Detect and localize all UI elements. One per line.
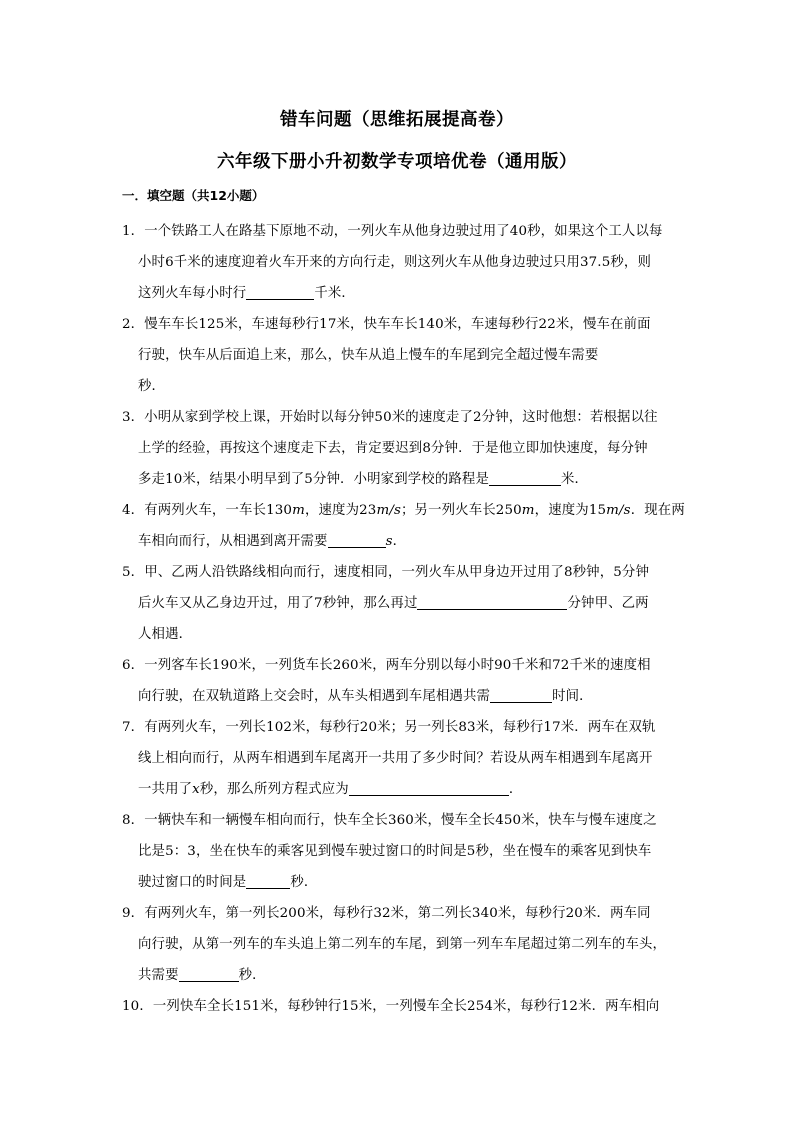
question-6-line-1: 6．一列客车长190米，一列货车长260米，两车分别以每小时90千米和72千米的速度相 xyxy=(122,658,651,673)
unit-ms: m/s xyxy=(606,503,631,518)
question-6-unit: 时间． xyxy=(552,689,593,704)
answer-blank[interactable] xyxy=(246,874,290,889)
question-4-text-a: 4．有两列火车，一车长130 xyxy=(122,503,293,518)
question-8-text: 驶过窗口的时间是 xyxy=(138,875,247,890)
question-1-line-1: 1．一个铁路工人在路基下原地不动，一列火车从他身边驶过用了40秒，如果这个工人以每 xyxy=(122,224,663,239)
question-4-line-2 xyxy=(138,530,406,549)
question-5-line-3: 人相遇． xyxy=(138,627,193,642)
unit-m: m xyxy=(521,503,535,518)
question-4-text-c: ；另一列火车长250 xyxy=(401,503,522,518)
unit-s: s xyxy=(385,534,393,549)
question-7-end: ． xyxy=(508,782,523,797)
question-5-line-2 xyxy=(138,592,649,611)
question-6-line-2 xyxy=(138,685,593,704)
question-4-text-f: 车相向而行，从相遇到离开需要 xyxy=(138,534,328,549)
question-4-text-d: ，速度为15 xyxy=(534,503,607,518)
question-3-text: 多走10米，结果小明早到了5分钟．小明家到学校的路程是 xyxy=(138,472,489,487)
question-4-text-e: ．现在两 xyxy=(630,503,685,518)
question-3-line-3 xyxy=(138,468,588,487)
answer-blank[interactable] xyxy=(490,688,552,703)
question-2-line-2: 行驶，快车从后面追上来，那么，快车从追上慢车的车尾到完全超过慢车需要 xyxy=(138,348,599,363)
question-8-line-3 xyxy=(138,871,317,890)
question-7-text-a: 一共用了 xyxy=(138,782,193,797)
question-1-line-2: 小时6千米的速度迎着火车开来的方向行走，则这列火车从他身边驶过只用37.5秒，则 xyxy=(138,255,652,270)
question-1-line-3 xyxy=(138,282,355,301)
document-subtitle: 六年级下册小升初数学专项培优卷（通用版） xyxy=(217,152,577,172)
question-9-line-3 xyxy=(138,964,266,983)
question-9-text: 共需要 xyxy=(138,968,179,983)
question-8-line-1: 8．一辆快车和一辆慢车相向而行，快车全长360米，慢车全长450米，快车与慢车速度之 xyxy=(122,813,657,828)
question-4-text-b: ，速度为23 xyxy=(304,503,377,518)
question-8-line-2: 比是5：3，坐在快车的乘客见到慢车驶过窗口的时间是5秒，坐在慢车的乘客见到快车 xyxy=(138,844,652,859)
answer-blank[interactable] xyxy=(328,533,386,548)
question-2-line-1: 2．慢车车长125米，车速每秒行17米，快车车长140米，车速每秒行22米，慢车在前面 xyxy=(122,317,651,332)
question-5-text: 后火车又从乙身边开过，用了7秒钟，那么再过 xyxy=(138,596,418,611)
answer-blank[interactable] xyxy=(349,781,509,796)
question-9-line-1: 9．有两列火车，第一列长200米，每秒行32米，第二列长340米，每秒行20米．两车同 xyxy=(122,906,651,921)
question-6-text: 向行驶，在双轨道路上交会时，从车头相遇到车尾相遇共需 xyxy=(138,689,491,704)
answer-blank[interactable] xyxy=(489,471,561,486)
question-3-line-1: 3．小明从家到学校上课，开始时以每分钟50米的速度走了2分钟，这时他想：若根据以往 xyxy=(122,410,658,425)
question-2-line-3: 秒． xyxy=(138,379,166,394)
question-7-line-3 xyxy=(138,778,522,797)
question-3-unit: 米． xyxy=(560,472,589,487)
unit-ms: m/s xyxy=(376,503,401,518)
question-7-line-1: 7．有两列火车，一列长102米，每秒行20米；另一列长83米，每秒行17米．两车在双轨 xyxy=(122,720,656,735)
question-1-text: 这列火车每小时行 xyxy=(138,286,247,301)
question-9-unit: 秒． xyxy=(238,968,266,983)
variable-x: x xyxy=(192,782,200,797)
question-5-text-b: 分钟甲、乙两 xyxy=(567,596,649,611)
document-title: 错车问题（思维拓展提高卷） xyxy=(280,110,514,130)
answer-blank[interactable] xyxy=(179,967,239,982)
question-7-text-b: 秒，那么所列方程式应为 xyxy=(199,782,349,797)
question-4-end: ． xyxy=(392,534,407,549)
question-10-line-1: 10．一列快车全长151米，每秒钟行15米，一列慢车全长254米，每秒行12米．两车相向 xyxy=(122,999,660,1014)
answer-blank[interactable] xyxy=(246,285,314,300)
answer-blank[interactable] xyxy=(417,595,567,610)
question-5-line-1: 5．甲、乙两人沿铁路线相向而行，速度相同，一列火车从甲身边开过用了8秒钟，5分钟 xyxy=(122,565,650,580)
question-9-line-2: 向行驶，从第一列车的车头追上第二列车的车尾，到第一列车车尾超过第二列车的车头， xyxy=(138,937,667,952)
question-1-unit: 千米． xyxy=(314,286,355,301)
question-3-line-2: 上学的经验，再按这个速度走下去，肯定要迟到8分钟．于是他立即加快速度，每分钟 xyxy=(138,441,648,456)
question-7-line-2: 线上相向而行，从两车相遇到车尾离开一共用了多少时间？若设从两车相遇到车尾离开 xyxy=(138,751,653,766)
question-4-line-1 xyxy=(122,499,685,518)
section-heading: 一．填空题（共12小题） xyxy=(122,188,265,203)
question-8-unit: 秒． xyxy=(290,875,318,890)
unit-m: m xyxy=(292,503,305,518)
